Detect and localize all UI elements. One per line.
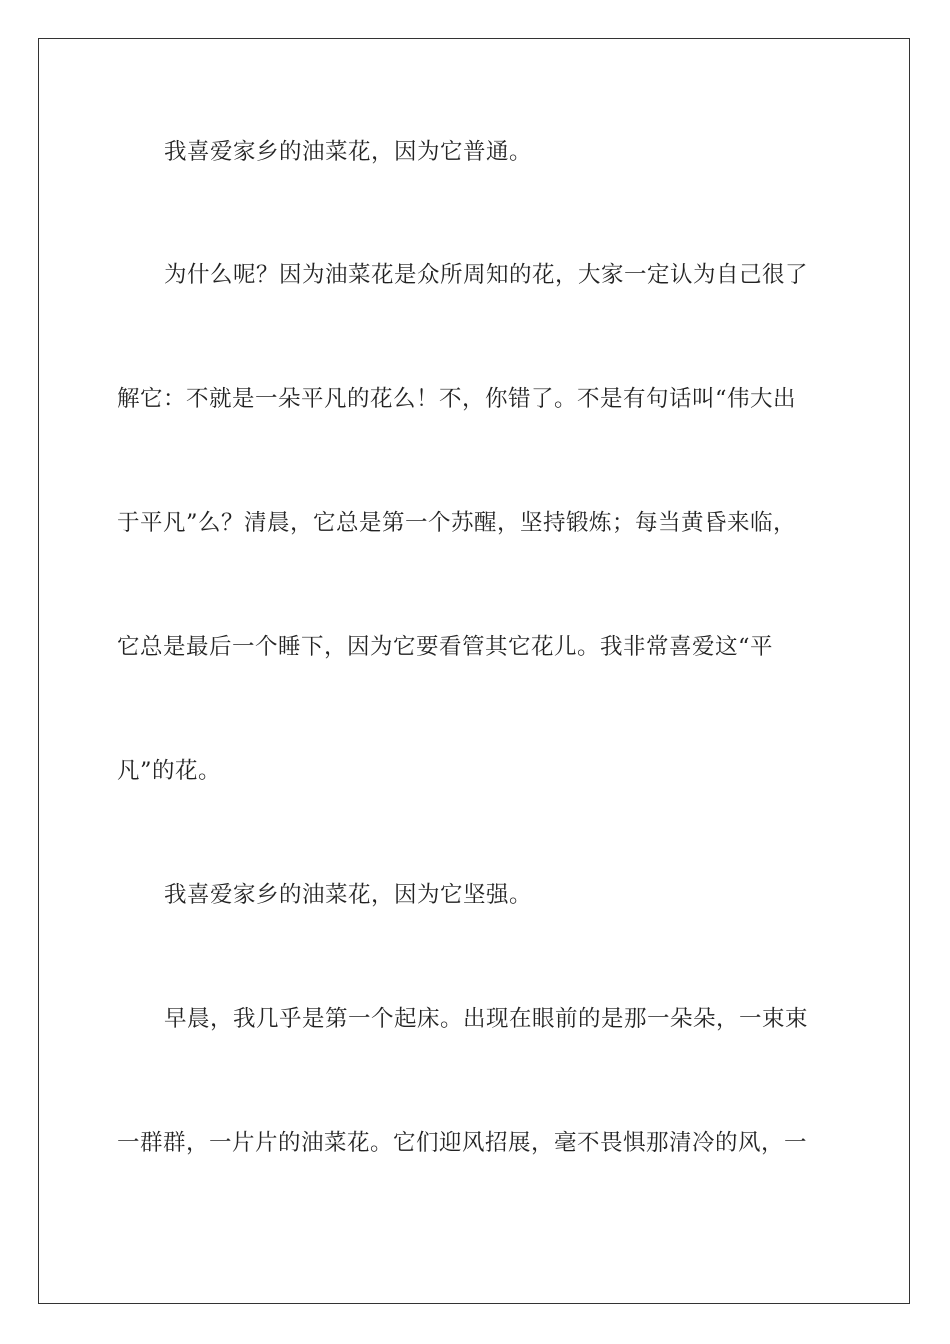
paragraph-2-line-2: 解它：不就是一朵平凡的花么！不，你错了。不是有句话叫“伟大出 [117, 386, 797, 412]
paragraph-4-line-2: 一群群，一片片的油菜花。它们迎风招展，毫不畏惧那清冷的风，一 [117, 1130, 808, 1156]
paragraph-2-line-1: 为什么呢？因为油菜花是众所周知的花，大家一定认为自己很了 [164, 262, 809, 288]
page-border [38, 38, 910, 1304]
paragraph-1-line-1: 我喜爱家乡的油菜花，因为它普通。 [164, 139, 533, 165]
paragraph-2-line-3: 于平凡”么？清晨，它总是第一个苏醒，坚持锻炼；每当黄昏来临， [117, 510, 797, 536]
paragraph-2-line-5: 凡”的花。 [117, 758, 222, 784]
paragraph-4-line-1: 早晨，我几乎是第一个起床。出现在眼前的是那一朵朵，一束束 [164, 1006, 809, 1032]
paragraph-2-line-4: 它总是最后一个睡下，因为它要看管其它花儿。我非常喜爱这“平 [117, 634, 774, 660]
paragraph-3-line-1: 我喜爱家乡的油菜花，因为它坚强。 [164, 882, 533, 908]
